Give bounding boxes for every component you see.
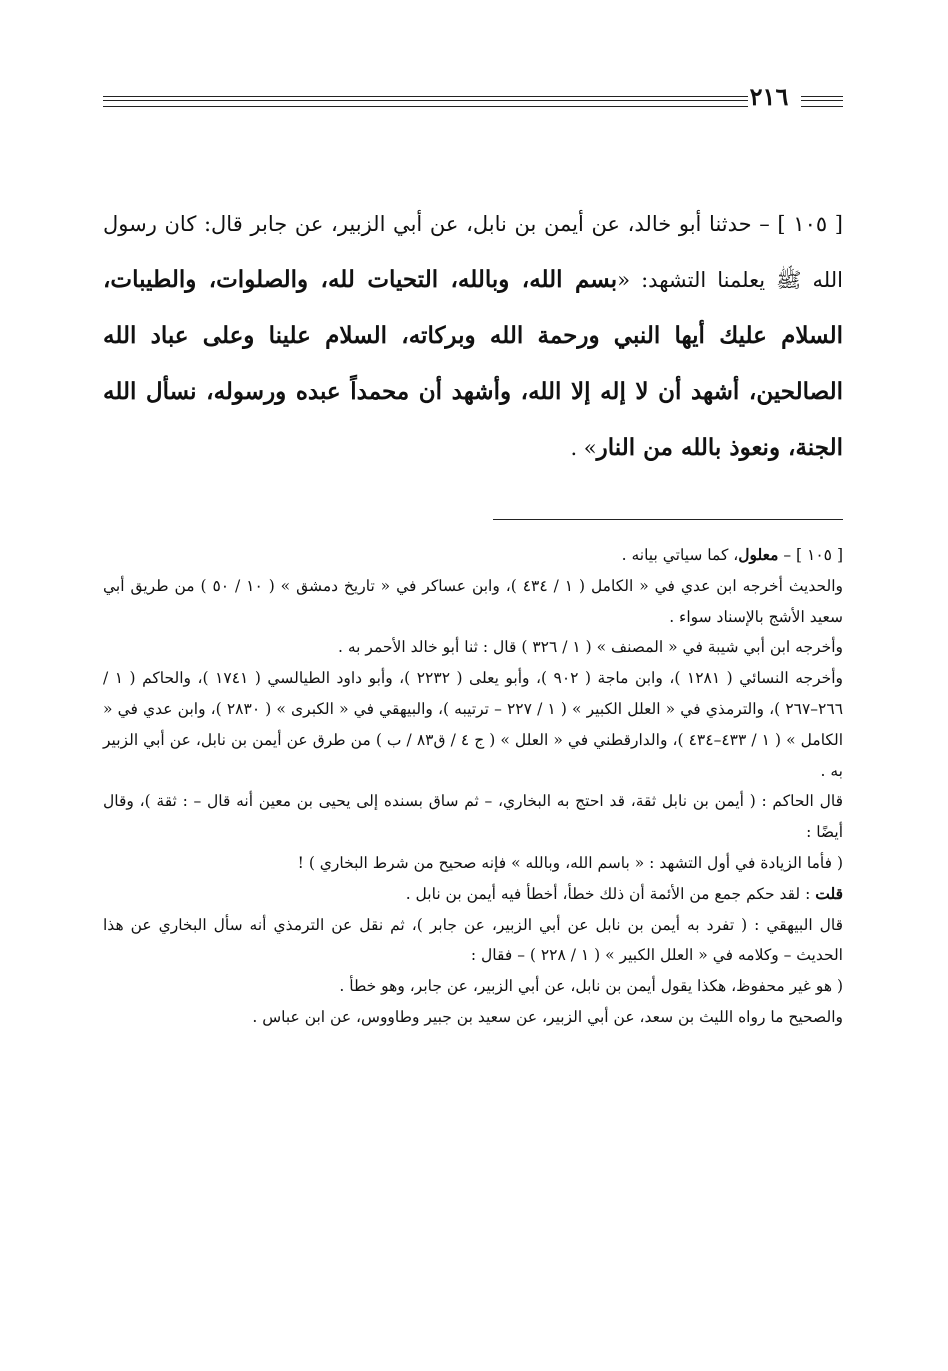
hadith-intro: [ ١٠٥ ] – حدثنا أبو خالد، عن أيمن بن نابل، عن أبي الزبير، عن جابر قال: كان رسول الله ﷺ يعلمنا التشهد: « <box>103 212 843 292</box>
footnotes <box>103 540 843 1033</box>
hadith-paragraph <box>103 196 843 476</box>
header-rule-left <box>103 96 748 107</box>
footnote-paragraph: والحديث أخرجه ابن عدي في « الكامل ( ١ / ٤٣٤ )، وابن عساكر في « تاريخ دمشق » ( ١٠ / ٥٠ ) من طريق أبي سعيد الأشج بالإسناد سواء . <box>103 576 844 626</box>
footnote-divider <box>493 519 843 520</box>
footnote-heading <box>103 540 843 571</box>
footnote-ref: [ ١٠٥ ] – <box>778 546 843 564</box>
footnote-paragraph: ( فأما الزيادة في أول التشهد : « باسم الله، وبالله » فإنه صحيح من شرط البخاري ) ! <box>297 853 843 872</box>
hadith-closing: » . <box>570 436 597 460</box>
footnote-qultu-rest: : لقد حكم جمع من الأئمة أن ذلك خطأ، أخطأ فيه أيمن بن نابل . <box>405 884 816 903</box>
footnote-paragraph: قال البيهقي : ( تفرد به أيمن بن نابل عن أبي الزبير، عن جابر )، ثم نقل عن الترمذي أنه سأل البخاري عن هذا الحديث – وكلامه في « العلل الكبير » ( ١ / ٢٢٨ ) – فقال : <box>103 915 843 965</box>
footnote-paragraph: وأخرجه ابن أبي شيبة في « المصنف » ( ١ / ٣٢٦ ) قال : ثنا أبو خالد الأحمر به . <box>338 638 843 657</box>
hadith-block <box>103 196 843 476</box>
footnote-paragraph: قال الحاكم : ( أيمن بن نابل ثقة، قد احتج به البخاري، – ثم ساق بسنده إلى يحيى بن معين أنه قال – : ثقة )، وقال أيضًا : <box>103 792 843 842</box>
footnote-paragraph <box>103 879 843 910</box>
page-header <box>103 82 843 116</box>
footnote-paragraph: وأخرجه النسائي ( ١٢٨١ )، وابن ماجة ( ٩٠٢ )، وأبو يعلى ( ٢٢٣٢ )، وأبو داود الطيالسي ( ١٧٤١ )، والحاكم ( ١ / ٢٦٦–٢٦٧ )، والترمذي في « العلل الكبير » ( ١ / ٢٢٧ – ترتيبه )، والبيهقي في « الكبرى » ( ٢٨٣٠ )، وابن عدي في « الكامل » ( ١ / ٤٣٣–٤٣٤ )، والدارقطني في « العلل » ( ج ٤ / ق٨٣ / ب ) من طرق عن أيمن بن نابل، عن أبي الزبير به . <box>103 669 844 780</box>
footnote-paragraph: والصحيح ما رواه الليث بن سعد، عن أبي الزبير، عن سعيد بن جبير وطاووس، عن ابن عباس . <box>252 1007 843 1026</box>
footnote-paragraph: ( هو غير محفوظ، هكذا يقول أيمن بن نابل، عن أبي الزبير، عن جابر، وهو خطأ . <box>339 977 843 996</box>
footnote-grade: معلول <box>738 545 779 564</box>
page-number: ٢١٦ <box>749 82 789 111</box>
header-rule-right <box>801 96 843 107</box>
footnote-qultu: قلت <box>815 883 843 903</box>
footnote-heading-rest: ، كما سياتي بيانه . <box>621 546 739 564</box>
hadith-text: بسم الله، وبالله، التحيات لله، والصلوات، والطيبات، السلام عليك أيها النبي ورحمة الله وبركاته، السلام علينا وعلى عباد الله الصالحين، أشهد أن لا إله إلا الله، وأشهد أن محمداً عبده ورسوله، نسأل الله الجنة، ونعوذ بالله من النار <box>103 266 843 461</box>
